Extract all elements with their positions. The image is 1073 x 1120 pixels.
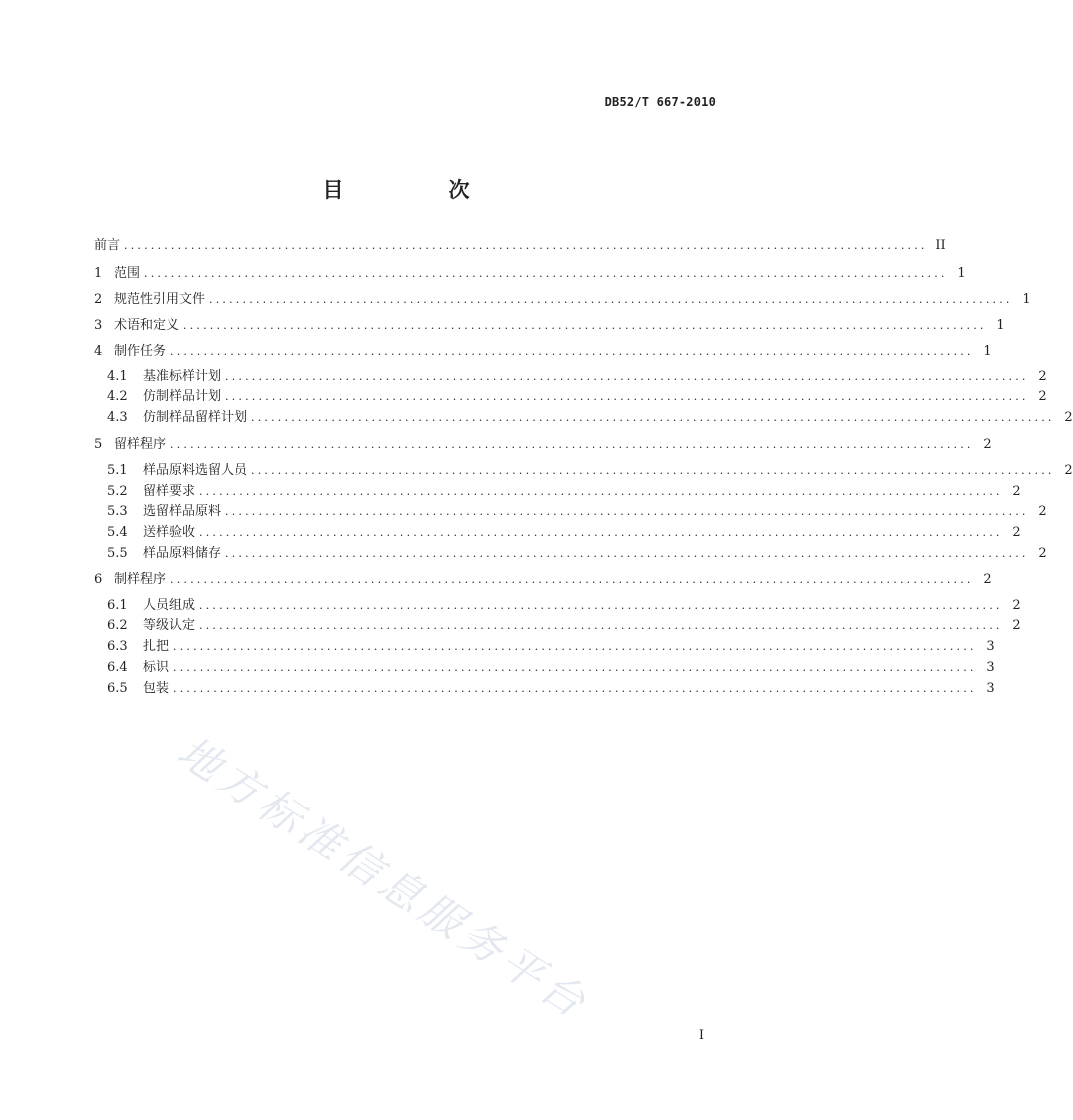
toc-entry-6[interactable] bbox=[94, 570, 992, 590]
toc-entry-number: 5 bbox=[94, 437, 103, 452]
toc-entry-label: 制样程序 bbox=[114, 572, 167, 587]
toc-leader-dots: ........................................................................................................................ bbox=[183, 319, 987, 332]
toc-page-number: 2 bbox=[1012, 598, 1021, 613]
document-code: DB52/T 667-2010 bbox=[604, 95, 716, 109]
toc-title: 目 次 bbox=[322, 178, 512, 202]
toc-entry-5-1[interactable] bbox=[94, 461, 1073, 481]
toc-leader-dots: ........................................................................................................................ bbox=[173, 682, 977, 695]
toc-leader-dots: ........................................................................................................................ bbox=[124, 239, 928, 252]
toc-page-number: 1 bbox=[996, 318, 1005, 333]
toc-entry-label: 仿制样品留样计划 bbox=[143, 410, 248, 425]
toc-entry-label: 前言 bbox=[94, 238, 121, 253]
toc-leader-dots: ........................................................................................................................ bbox=[225, 390, 1029, 403]
toc-entry-5-3[interactable] bbox=[94, 502, 1047, 522]
toc-leader-dots: ........................................................................................................................ bbox=[225, 547, 1029, 560]
toc-entry-number: 6.5 bbox=[107, 681, 128, 696]
toc-leader-dots: ........................................................................................................................ bbox=[199, 526, 1003, 539]
toc-entry-label: 术语和定义 bbox=[114, 318, 180, 333]
toc-entry-number: 4.1 bbox=[107, 369, 128, 384]
toc-entry-number: 1 bbox=[94, 266, 103, 281]
toc-entry-foreword[interactable] bbox=[94, 236, 946, 256]
toc-page-number: 2 bbox=[983, 572, 992, 587]
toc-leader-dots: ........................................................................................................................ bbox=[173, 640, 977, 653]
toc-page-number: 2 bbox=[1012, 484, 1021, 499]
toc-page-number: 2 bbox=[1038, 369, 1047, 384]
toc-entry-2[interactable] bbox=[94, 290, 1031, 310]
toc-leader-dots: ........................................................................................................................ bbox=[225, 505, 1029, 518]
toc-page-number: 2 bbox=[1064, 463, 1073, 478]
toc-leader-dots: ........................................................................................................................ bbox=[170, 438, 974, 451]
toc-page-number: 1 bbox=[1022, 292, 1031, 307]
toc-entry-label: 样品原料储存 bbox=[143, 546, 222, 561]
toc-leader-dots: ........................................................................................................................ bbox=[209, 293, 1013, 306]
toc-entry-number: 5.3 bbox=[107, 504, 128, 519]
toc-entry-number: 5.1 bbox=[107, 463, 128, 478]
toc-entry-number: 6.1 bbox=[107, 598, 128, 613]
toc-page-number: 2 bbox=[1012, 525, 1021, 540]
toc-entry-number: 5.4 bbox=[107, 525, 128, 540]
toc-entry-label: 人员组成 bbox=[143, 598, 196, 613]
toc-page-number: 2 bbox=[1064, 410, 1073, 425]
toc-leader-dots: ........................................................................................................................ bbox=[199, 599, 1003, 612]
toc-entry-number: 5.2 bbox=[107, 484, 128, 499]
toc-leader-dots: ........................................................................................................................ bbox=[251, 464, 1055, 477]
toc-entry-label: 制作任务 bbox=[114, 344, 167, 359]
toc-entry-number: 6.4 bbox=[107, 660, 128, 675]
toc-entry-6-4[interactable] bbox=[94, 658, 995, 678]
toc-page-number: 1 bbox=[983, 344, 992, 359]
toc-entry-label: 扎把 bbox=[143, 639, 170, 654]
toc-leader-dots: ........................................................................................................................ bbox=[251, 411, 1055, 424]
toc-leader-dots: ........................................................................................................................ bbox=[173, 661, 977, 674]
toc-entry-5-5[interactable] bbox=[94, 544, 1047, 564]
toc-entry-5-4[interactable] bbox=[94, 523, 1021, 543]
toc-entry-5-2[interactable] bbox=[94, 482, 1021, 502]
toc-leader-dots: ........................................................................................................................ bbox=[144, 267, 948, 280]
toc-entry-number: 4.3 bbox=[107, 410, 128, 425]
toc-entry-3[interactable] bbox=[94, 316, 1005, 336]
toc-entry-label: 等级认定 bbox=[143, 618, 196, 633]
toc-entry-label: 基准标样计划 bbox=[143, 369, 222, 384]
toc-entry-label: 留样要求 bbox=[143, 484, 196, 499]
toc-entry-number: 3 bbox=[94, 318, 103, 333]
toc-entry-label: 标识 bbox=[143, 660, 170, 675]
toc-entry-label: 送样验收 bbox=[143, 525, 196, 540]
watermark: 地方标准信息服务平台 bbox=[168, 726, 599, 1030]
page-number: I bbox=[698, 1028, 704, 1043]
toc-entry-number: 6.3 bbox=[107, 639, 128, 654]
toc-page-number: 2 bbox=[1012, 618, 1021, 633]
toc-entry-label: 留样程序 bbox=[114, 437, 167, 452]
toc-page-number: 3 bbox=[986, 681, 995, 696]
toc-page-number: 3 bbox=[986, 639, 995, 654]
toc-page-number: 1 bbox=[957, 266, 966, 281]
toc-entry-number: 4.2 bbox=[107, 389, 128, 404]
toc-leader-dots: ........................................................................................................................ bbox=[199, 619, 1003, 632]
toc-entry-6-1[interactable] bbox=[94, 596, 1021, 616]
toc-entry-number: 6.2 bbox=[107, 618, 128, 633]
toc-entry-4[interactable] bbox=[94, 342, 992, 362]
toc-entry-6-5[interactable] bbox=[94, 679, 995, 699]
toc-entry-number: 6 bbox=[94, 572, 103, 587]
toc-entry-5[interactable] bbox=[94, 435, 992, 455]
toc-entry-4-2[interactable] bbox=[94, 387, 1047, 407]
toc-entry-4-1[interactable] bbox=[94, 367, 1047, 387]
toc-entry-number: 4 bbox=[94, 344, 103, 359]
toc-leader-dots: ........................................................................................................................ bbox=[170, 573, 974, 586]
toc-entry-4-3[interactable] bbox=[94, 408, 1073, 428]
toc-entry-6-3[interactable] bbox=[94, 637, 995, 657]
toc-entry-label: 选留样品原料 bbox=[143, 504, 222, 519]
toc-leader-dots: ........................................................................................................................ bbox=[170, 345, 974, 358]
toc-page-number: 2 bbox=[1038, 546, 1047, 561]
toc-page-number: 2 bbox=[983, 437, 992, 452]
toc-page-number: II bbox=[935, 238, 946, 253]
toc-entry-label: 样品原料选留人员 bbox=[143, 463, 248, 478]
toc-page-number: 3 bbox=[986, 660, 995, 675]
toc-page-number: 2 bbox=[1038, 389, 1047, 404]
toc-leader-dots: ........................................................................................................................ bbox=[225, 370, 1029, 383]
toc-entry-1[interactable] bbox=[94, 264, 966, 284]
toc-leader-dots: ........................................................................................................................ bbox=[199, 485, 1003, 498]
toc-entry-label: 仿制样品计划 bbox=[143, 389, 222, 404]
toc-entry-label: 范围 bbox=[114, 266, 141, 281]
toc-entry-number: 2 bbox=[94, 292, 103, 307]
toc-entry-label: 规范性引用文件 bbox=[114, 292, 206, 307]
toc-entry-number: 5.5 bbox=[107, 546, 128, 561]
toc-entry-label: 包装 bbox=[143, 681, 170, 696]
toc-page-number: 2 bbox=[1038, 504, 1047, 519]
toc-entry-6-2[interactable] bbox=[94, 616, 1021, 636]
